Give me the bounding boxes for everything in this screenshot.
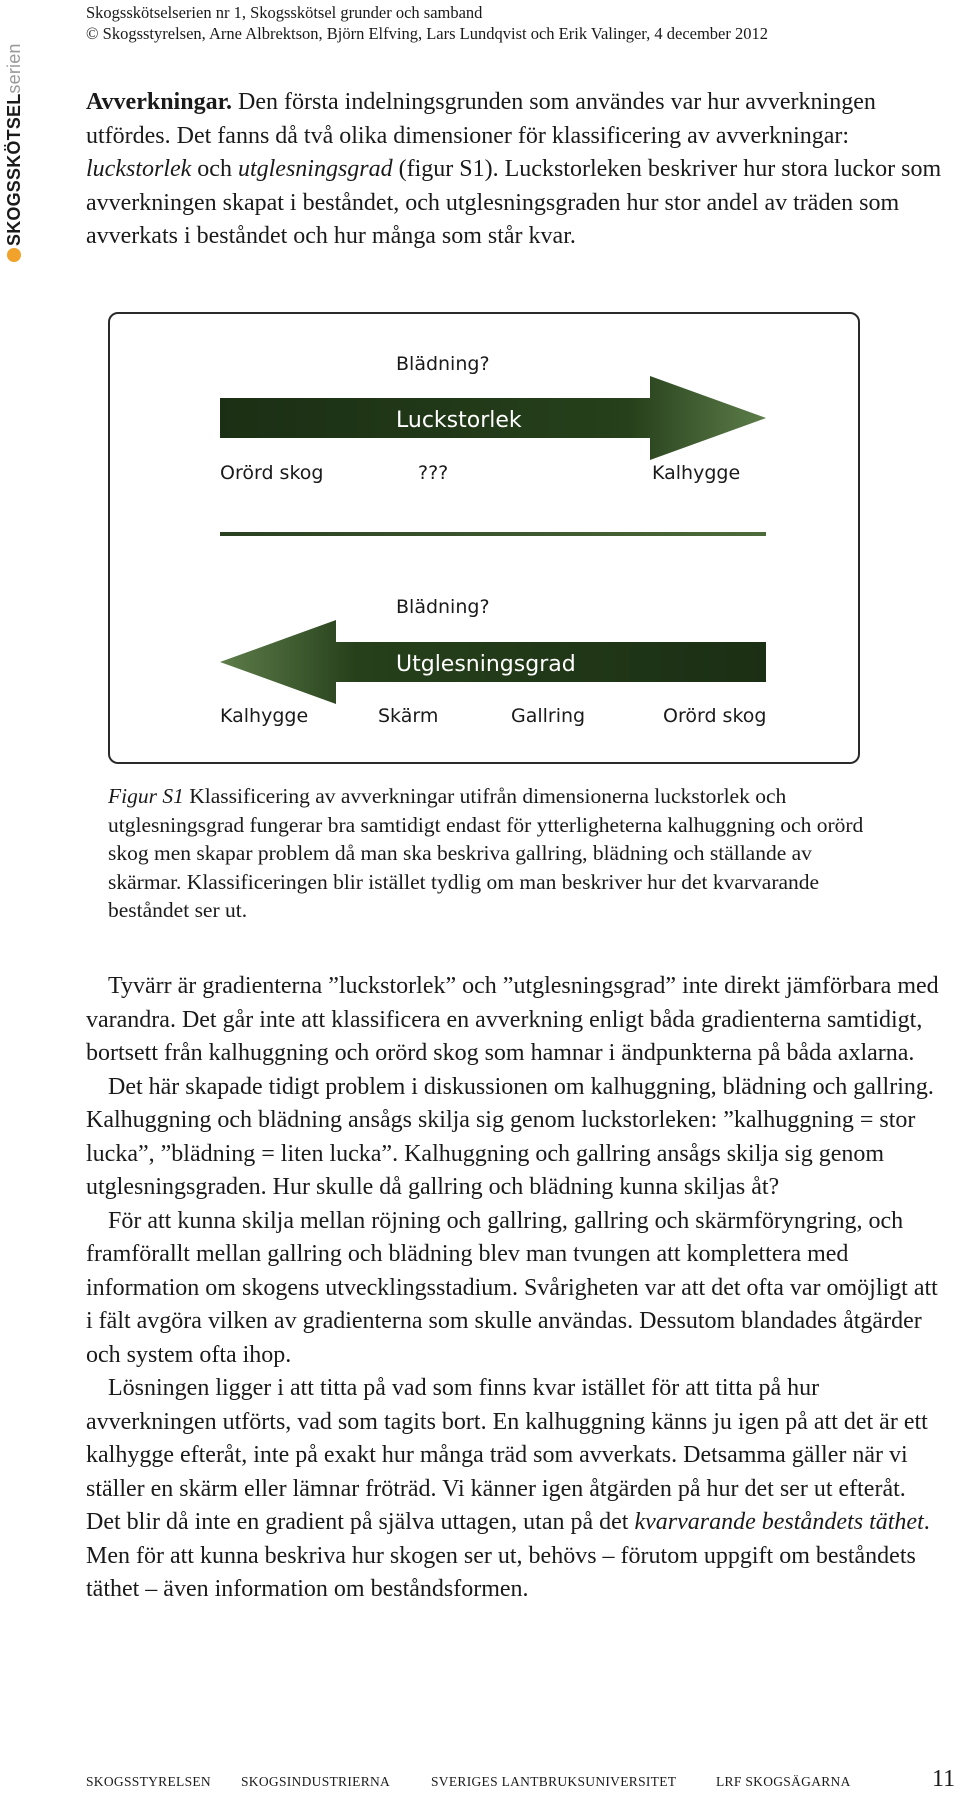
body-text	[86, 970, 946, 1607]
body-paragraph-4	[86, 1372, 946, 1607]
bottom-question-label: Blädning?	[396, 596, 490, 618]
footer-skogsstyrelsen: SKOGSSTYRELSEN	[86, 1774, 211, 1789]
intro-text-3: (figur S1). Luckstorleken beskriver hur stora luckor som avverkningen skapat i beståndet, och utglesningsgraden hur stor andel av träden som avverkats i beståndet och hur många som står kvar.	[86, 156, 942, 249]
body-paragraph-4-text-a: Lösningen ligger i att titta på vad som finns kvar istället för att titta på hur avverkningen utförts, vad som tagits bort. En kalhuggning känns ju igen på att det är ett kalhygge efteråt, inte på exakt hur många träd som avverkats. Detsamma gäller när vi ställer en skärm eller lämnar fröträd. Vi känner igen åtgärden på hur det ser ut efteråt. Det blir då inte en gradient på själva uttagen, utan på det	[86, 1375, 928, 1535]
body-paragraph-1: Tyvärr är gradienterna ”luckstorlek” och ”utglesningsgrad” inte direkt jämförbara med varandra. Det går inte att klassificera en avverkning enligt båda gradienterna samtidigt, bortsett från kalhuggning och orörd skog som hamnar i ändpunkterna på båda axlarna.	[86, 973, 939, 1066]
body-paragraph-4-text-b: . Men för att kunna beskriva hur skogen ser ut, behövs – förutom uppgift om beståndets täthet – även information om beståndsformen.	[86, 1509, 930, 1602]
series-logo-text	[4, 36, 25, 246]
figure-s1	[108, 312, 860, 764]
caption-text: Klassificering av avverkningar utifrån dimensionerna luckstorlek och utglesningsgrad fungerar bra samtidigt endast för ytterligheterna kalhuggning och orörd skog men skapar problem då man ska beskriva gallring, blädning och ställande av skärmar. Klassificeringen blir istället tydlig om man beskriver hur det kvarvarande beståndet ser ut.	[108, 784, 864, 922]
bottom-label-kalhygge: Kalhygge	[220, 705, 309, 727]
footer-skogsindustrierna: SKOGSINDUSTRIERNA	[241, 1774, 391, 1789]
top-label-orord-skog: Orörd skog	[220, 462, 324, 484]
bottom-label-skarm: Skärm	[378, 705, 439, 727]
page-number: 11	[932, 1766, 956, 1792]
intro-em-luckstorlek: luckstorlek	[86, 156, 192, 182]
figure-caption	[108, 782, 868, 925]
header-copyright-line: © Skogsstyrelsen, Arne Albrektson, Björn Elfving, Lars Lundqvist och Erik Valinger, 4 december 2012	[86, 24, 769, 43]
intro-text-1: Den första indelningsgrunden som användes var hur avverkningen utfördes. Det fanns då två olika dimensioner för klassificering av avverkningar:	[86, 89, 876, 149]
running-header	[86, 2, 946, 44]
luckstorlek-arrow-label: Luckstorlek	[396, 408, 522, 433]
intro-text-2: och	[191, 156, 238, 182]
caption-label: Figur S1	[108, 784, 184, 808]
intro-em-utglesningsgrad: utglesningsgrad	[237, 156, 393, 182]
bottom-label-gallring: Gallring	[511, 705, 586, 727]
series-logo-dot	[7, 248, 21, 262]
figure-s1-diagram	[110, 314, 862, 766]
header-series-line: Skogsskötselserien nr 1, Skogsskötsel grunder och samband	[86, 3, 483, 22]
top-label-question-marks: ???	[418, 462, 449, 484]
page-footer	[86, 1766, 960, 1794]
series-logo-bold: SKOGSSKÖTSEL	[4, 93, 24, 246]
series-logo-light: serien	[4, 43, 24, 94]
bottom-label-orord-skog: Orörd skog	[663, 705, 767, 727]
top-question-label: Blädning?	[396, 353, 490, 375]
body-paragraph-3: För att kunna skilja mellan röjning och gallring, gallring och skärmföryngring, och framförallt mellan gallring och blädning blev man tvungen att komplettera med information om skogens utvecklingsstadium. Svårigheten var att det ofta var omöjligt att i fält avgöra vilken av gradienterna som skulle användas. Dessutom blandades åtgärder och system ofta ihop.	[86, 1207, 938, 1368]
footer-lrf-skogsagarna: LRF SKOGSÄGARNA	[716, 1774, 851, 1789]
body-paragraph-4-em: kvarvarande beståndets täthet	[634, 1509, 924, 1535]
series-logo	[4, 36, 26, 256]
footer-slu: SVERIGES LANTBRUKSUNIVERSITET	[431, 1774, 677, 1789]
intro-paragraph	[86, 86, 946, 254]
intro-lead: Avverkningar.	[86, 89, 233, 115]
utglesningsgrad-arrow-label: Utglesningsgrad	[396, 652, 576, 677]
figure-divider-line	[220, 532, 766, 536]
body-paragraph-2: Det här skapade tidigt problem i diskussionen om kalhuggning, blädning och gallring. Kalhuggning och blädning ansågs skilja sig genom luckstorleken: ”kalhuggning = stor lucka”, ”blädning = liten lucka”. Kalhuggning och gallring ansågs skilja sig genom utglesningsgraden. Hur skulle då gallring och blädning kunna skiljas åt?	[86, 1073, 934, 1200]
top-label-kalhygge: Kalhygge	[652, 462, 741, 484]
